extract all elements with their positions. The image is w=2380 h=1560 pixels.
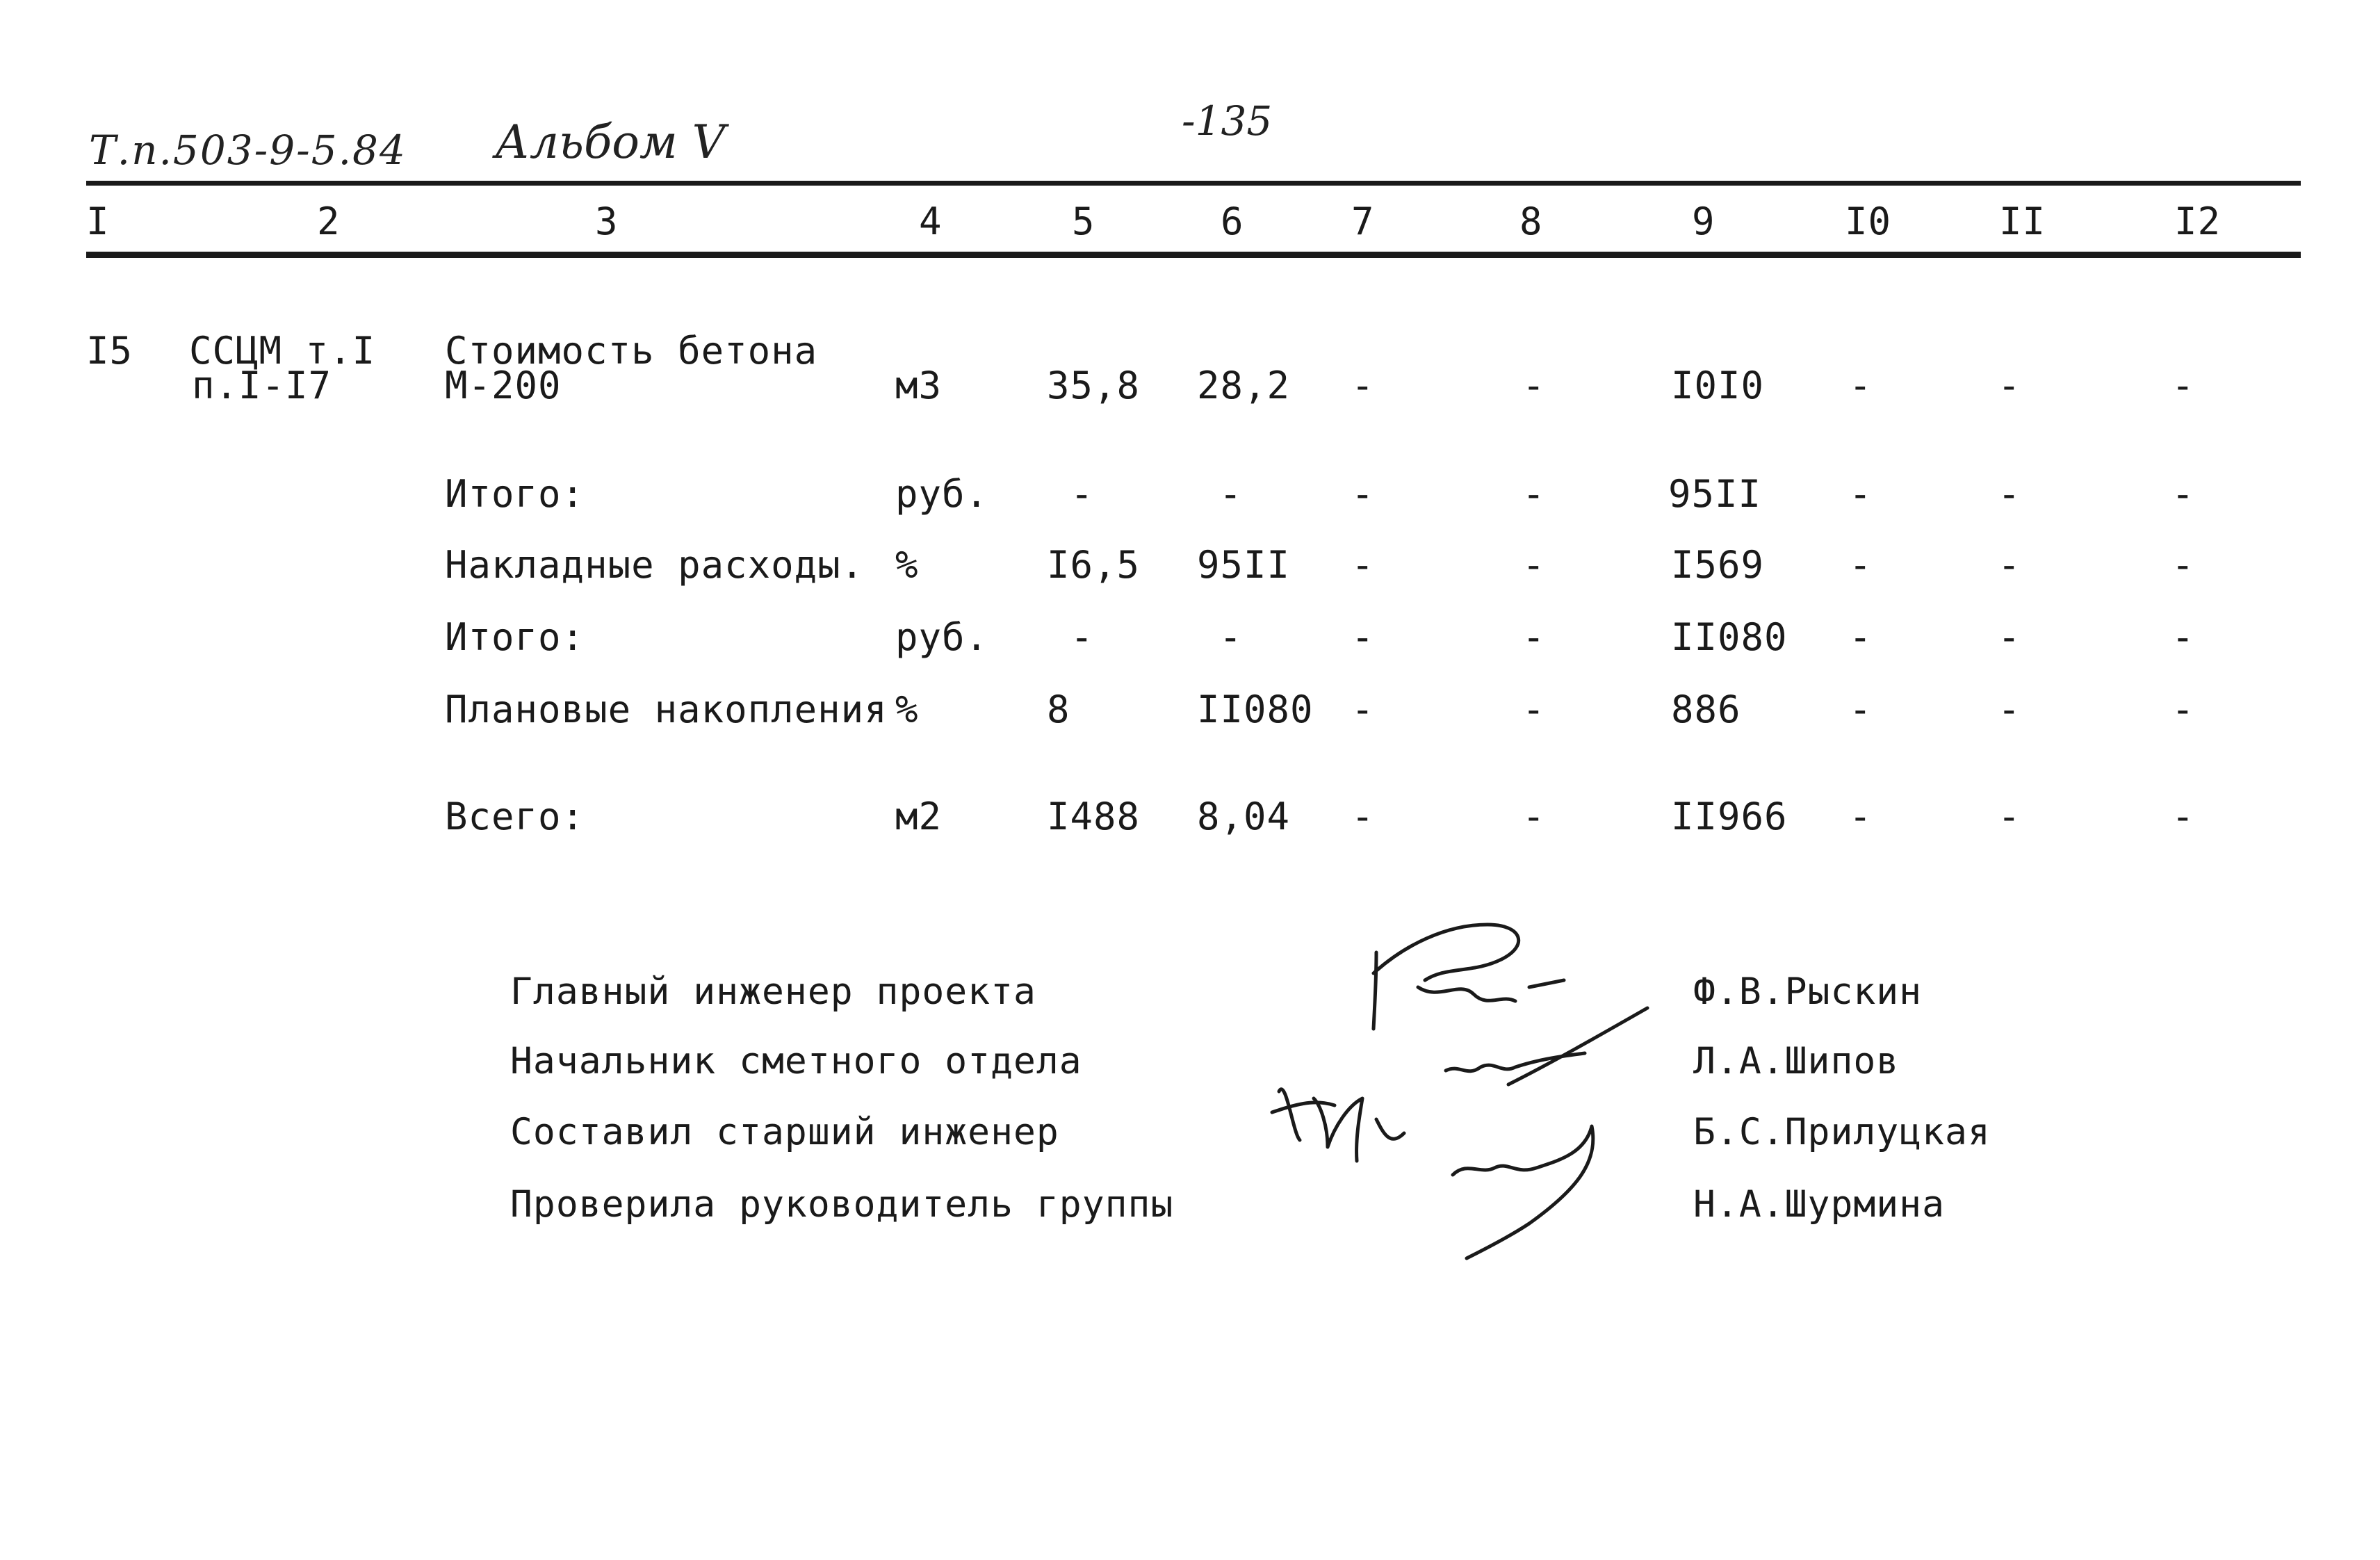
row-col9: I569 <box>1671 543 1765 587</box>
column-header-4: 4 <box>919 200 943 243</box>
row-col10: - <box>1849 364 1873 407</box>
handwritten-signatures <box>1237 897 1668 1272</box>
row-col10: - <box>1849 472 1873 516</box>
album-label: Альбом V <box>495 115 726 169</box>
signature-1-tail <box>1418 987 1515 1001</box>
row-col7: - <box>1351 688 1375 731</box>
signature-3-a <box>1279 1089 1300 1140</box>
document-code: Т.п.503-9-5.84 <box>89 127 407 174</box>
column-header-1: I <box>86 200 110 243</box>
column-header-12: I2 <box>2174 200 2222 243</box>
row-col7: - <box>1351 543 1375 587</box>
page-number: -135 <box>1182 97 1273 145</box>
row-col10: - <box>1849 688 1873 731</box>
row-col12: - <box>2171 688 2195 731</box>
row-name: Накладные расходы. <box>445 543 865 587</box>
row-col9: 886 <box>1671 688 1741 731</box>
row-col8: - <box>1522 364 1546 407</box>
signature-1-loop <box>1374 925 1519 980</box>
row-col11: - <box>1998 543 2021 587</box>
row-col6: - <box>1219 472 1243 516</box>
row-col8: - <box>1522 543 1546 587</box>
column-header-10: I0 <box>1845 200 1892 243</box>
row-col11: - <box>1998 615 2021 659</box>
row-col5: 8 <box>1047 688 1070 731</box>
position-number: I5 <box>86 329 133 373</box>
signature-1-dash <box>1529 980 1564 987</box>
row-col7: - <box>1351 364 1375 407</box>
signoff-name: Н.А.Шурмина <box>1693 1183 1945 1226</box>
position-source-line1: ССЦМ т.I <box>189 329 376 373</box>
column-header-8: 8 <box>1519 200 1543 243</box>
row-col5: I6,5 <box>1047 543 1141 587</box>
signoff-role: Проверила руководитель группы <box>510 1183 1174 1226</box>
row-col6: 95II <box>1197 543 1291 587</box>
signature-2-line <box>1508 1008 1647 1084</box>
row-col5: - <box>1070 615 1094 659</box>
signoff-role: Начальник сметного отдела <box>510 1040 1082 1082</box>
signature-3-b <box>1272 1103 1335 1112</box>
row-col9: II966 <box>1671 795 1788 838</box>
row-col7: - <box>1351 472 1375 516</box>
row-col11: - <box>1998 795 2021 838</box>
signoff-name: Л.А.Шипов <box>1693 1040 1900 1082</box>
column-header-3: 3 <box>595 200 619 243</box>
signoff-role: Составил старший инженер <box>510 1111 1059 1153</box>
row-col7: - <box>1351 795 1375 838</box>
row-col12: - <box>2171 615 2195 659</box>
row-col11: - <box>1998 688 2021 731</box>
row-name: Всего: <box>445 795 585 838</box>
row-unit: м2 <box>895 795 943 838</box>
row-col12: - <box>2171 472 2195 516</box>
row-col10: - <box>1849 795 1873 838</box>
row-col8: - <box>1522 615 1546 659</box>
row-col5: - <box>1070 472 1094 516</box>
column-header-2: 2 <box>317 200 341 243</box>
row-unit: м3 <box>895 364 943 407</box>
row-col5: 35,8 <box>1047 364 1141 407</box>
row-unit: % <box>895 543 919 587</box>
row-col12: - <box>2171 364 2195 407</box>
row-col6: - <box>1219 615 1243 659</box>
row-col12: - <box>2171 543 2195 587</box>
row-col8: - <box>1522 472 1546 516</box>
row-name: Плановые накопления <box>445 688 888 731</box>
row-col11: - <box>1998 472 2021 516</box>
row-name: Итого: <box>445 615 585 659</box>
row-col6: II080 <box>1197 688 1314 731</box>
row-name-line1: Стоимость бетона <box>445 329 818 373</box>
row-unit: руб. <box>895 615 989 659</box>
signature-3-d <box>1376 1119 1404 1139</box>
row-col6: 28,2 <box>1197 364 1291 407</box>
table-top-rule <box>86 181 2301 186</box>
table-header-rule <box>86 252 2301 258</box>
signature-1-stroke <box>1374 952 1376 1029</box>
column-header-11: II <box>1999 200 2046 243</box>
row-col10: - <box>1849 543 1873 587</box>
row-col7: - <box>1351 615 1375 659</box>
column-header-7: 7 <box>1351 200 1375 243</box>
position-source-line2: п.I-I7 <box>192 364 332 407</box>
column-header-9: 9 <box>1692 200 1715 243</box>
row-col8: - <box>1522 688 1546 731</box>
row-unit: % <box>895 688 919 731</box>
column-header-6: 6 <box>1221 200 1244 243</box>
row-unit: руб. <box>895 472 989 516</box>
row-col9: I0I0 <box>1671 364 1765 407</box>
row-col6: 8,04 <box>1197 795 1291 838</box>
row-col11: - <box>1998 364 2021 407</box>
signature-4-stroke <box>1453 1126 1593 1258</box>
column-header-5: 5 <box>1072 200 1095 243</box>
signature-3-c <box>1314 1098 1362 1161</box>
signoff-role: Главный инженер проекта <box>510 970 1036 1013</box>
signoff-name: Ф.В.Рыскин <box>1693 970 1923 1013</box>
row-name-line2: М-200 <box>445 364 562 407</box>
row-col9: 95II <box>1668 472 1762 516</box>
signoff-name: Б.С.Прилуцкая <box>1693 1111 1991 1153</box>
row-col5: I488 <box>1047 795 1141 838</box>
row-col12: - <box>2171 795 2195 838</box>
row-name: Итого: <box>445 472 585 516</box>
row-col9: II080 <box>1671 615 1788 659</box>
row-col8: - <box>1522 795 1546 838</box>
row-col10: - <box>1849 615 1873 659</box>
